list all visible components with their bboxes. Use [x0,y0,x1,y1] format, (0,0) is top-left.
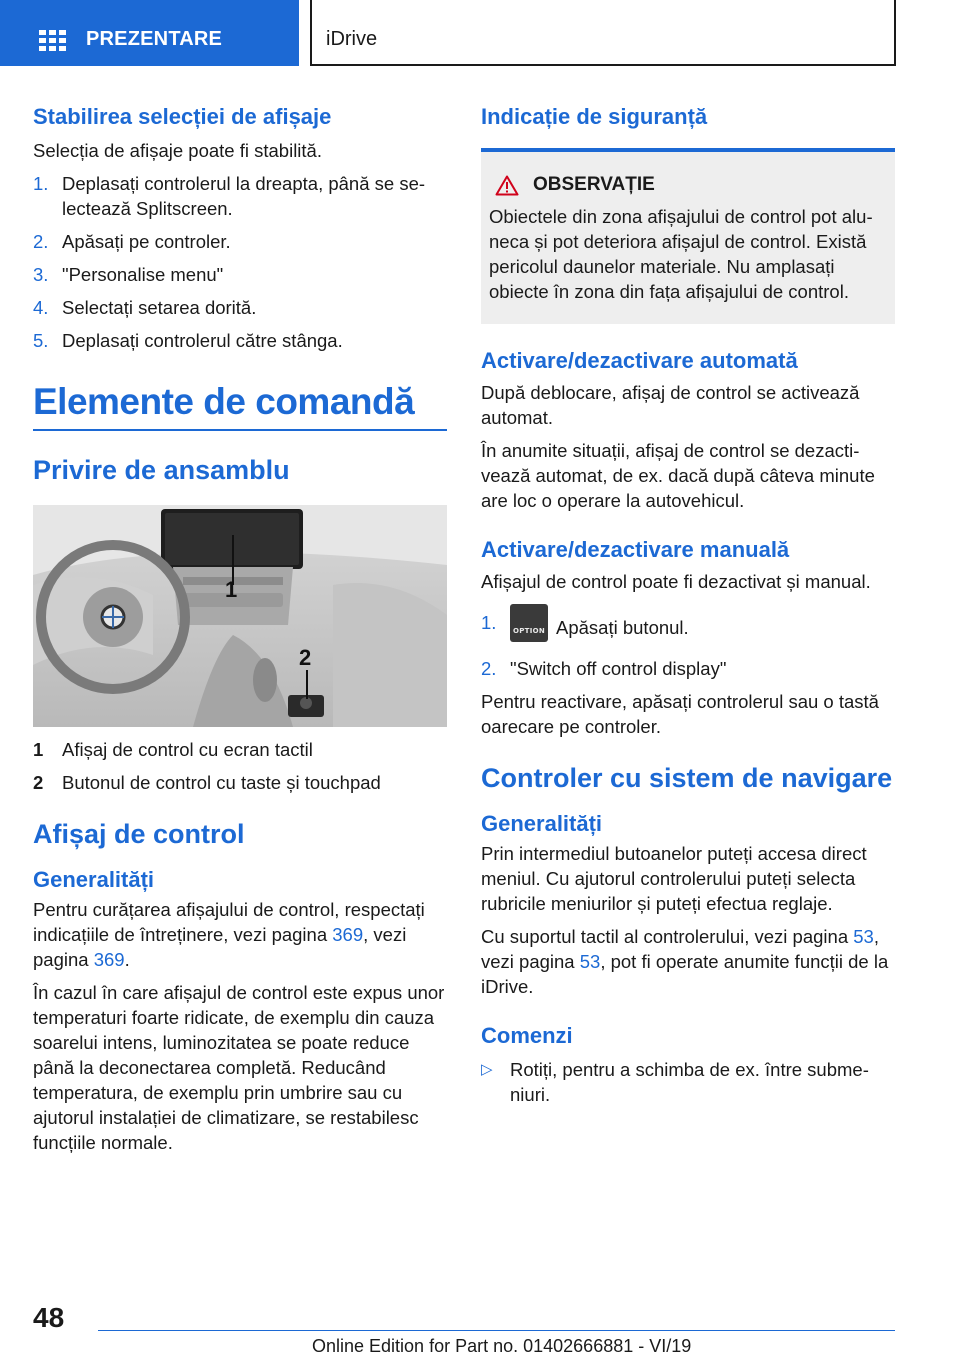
list-item: 1. OPTION Apăsați butonul. [481,610,895,648]
controller-heading: Controler cu sistem de navigare [481,763,893,793]
list-item: 1 Afișaj de control cu ecran tactil [33,739,313,760]
section-tab[interactable] [0,0,299,66]
footer-divider [98,1330,895,1331]
grid-menu-icon [39,30,67,52]
manual-paragraph-1: Afișajul de control poate fi dezactivat și manual. [481,571,871,592]
temperature-paragraph: În cazul în care afișajul de control este expus unor temperaturi foarte ridicate, de exemplu din cauza soarelui intens, luminozitatea se poate reduce până la deconectarea completă. Reducând temperatura, de exemplu prin umbrire sau cu ajutorul instalației de climatizare, se restabilesc funcțiile normale. [33,982,445,1153]
auto-paragraph-2: În anumite situații, afișaj de control se dezactivează automat, de ex. dacă după câteva minute are loc o operare la autovehicul. [481,440,875,511]
controller-paragraph-1: Prin intermediul butoanelor puteți accesa direct meniul. Cu ajutorul controlerului puteți selecta rubricile meniurilor și puteți efectua reglaje. [481,843,867,914]
page-link[interactable]: 53 [853,926,874,947]
page-link[interactable]: 53 [579,951,601,972]
safety-heading: Indicație de siguranță [481,104,708,129]
page-number: 48 [33,1302,65,1333]
auto-heading: Activare/dezactivare automată [481,348,798,373]
cockpit-illustration [33,505,447,727]
heading-divider [33,429,447,431]
triangle-bullet-icon: ▷ [481,1061,493,1078]
list-item: 1. Deplasați controlerul la dreapta, până se selectează Splitscreen. [33,173,426,219]
subsection-title: iDrive [326,28,378,50]
list-item: 4. Selectați setarea dorită. [33,297,257,318]
right-column [481,96,895,1115]
option-button-icon: OPTION [510,604,548,642]
callout-1: 1 [225,577,238,602]
list-item: 2 Butonul de control cu taste și touchpad [33,772,381,793]
auto-paragraph-1: După deblocare, afișaj de control se activează automat. [481,382,860,428]
list-item: ▷ Rotiți, pentru a schimba de ex. între submeniuri. [481,1059,869,1105]
manual-steps [481,610,895,681]
display-selection-intro: Selecția de afișaje poate fi stabilită. [33,140,322,161]
section-title: PREZENTARE [86,28,223,50]
controller-general-heading: Generalități [481,811,603,836]
notice-box [481,148,895,324]
footer-edition: Online Edition for Part no. 01402666881 - VI/19 [312,1336,692,1356]
controls-heading: Elemente de comandă [33,381,415,422]
list-item: 2. "Switch off control display" [481,658,727,679]
notice-text: Obiectele din zona afișajului de control pot aluneca și pot deteriora afișajul de control. Există pericolul daunelor materiale. Nu amplasați obiecte în zona din fața afișajului de control. [489,206,873,302]
notice-header [489,174,887,196]
callout-2: 2 [299,645,312,670]
left-column [33,96,447,1155]
commands-heading: Comenzi [481,1023,573,1048]
display-selection-heading: Stabilirea selecției de afișaje [33,104,332,129]
overview-legend [33,737,447,795]
general-heading: Generalități [33,867,155,892]
page-link[interactable]: 369 [93,949,125,970]
cockpit-photo [33,505,447,727]
warning-icon [495,175,519,196]
list-item: 3. "Personalise menu" [33,264,224,285]
notice-label: OBSERVAȚIE [533,174,655,195]
manual-heading: Activare/dezactivare manuală [481,537,790,562]
list-item: 5. Deplasați controlerul către stânga. [33,330,343,351]
manual-paragraph-2: Pentru reactivare, apăsați controlerul sau o tastă oarecare pe controler. [481,691,879,737]
page-link[interactable]: 369 [332,924,364,945]
care-paragraph: Pentru curățarea afișajului de control, respectați indicațiile de întreținere, vezi pagina 369, vezi pagina 369. [33,899,425,970]
display-selection-steps [33,171,447,353]
controller-paragraph-2: Cu suportul tactil al controlerului, vezi pagina 53, vezi pagina 53, pot fi operate anumite funcții de la iDrive. [481,926,889,997]
page-header [0,0,960,66]
commands-list [481,1057,895,1107]
list-item: 2. Apăsați pe controler. [33,231,231,252]
subsection-tab [310,0,896,66]
overview-heading: Privire de ansamblu [33,455,290,485]
control-display-heading: Afișaj de control [33,819,245,849]
